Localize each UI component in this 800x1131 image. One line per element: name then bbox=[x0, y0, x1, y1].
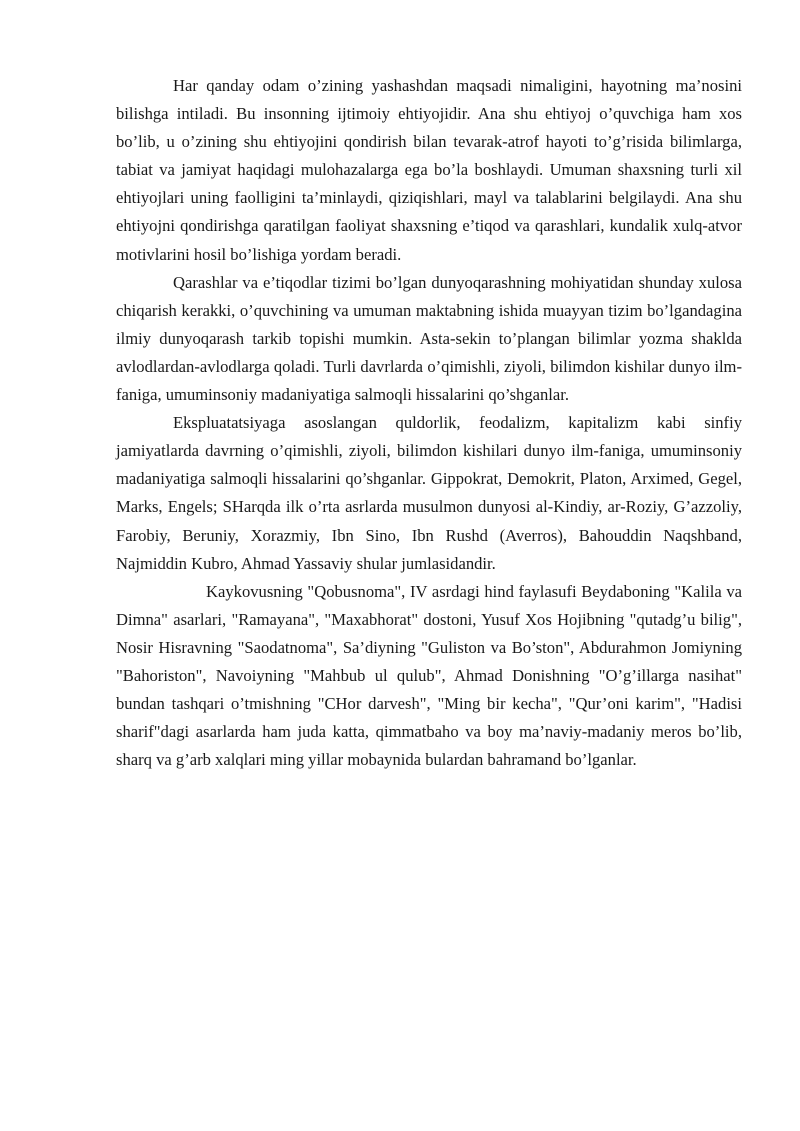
paragraph-4: Kaykovusning "Qobusnoma", IV asrdagi hind faylasufi Beydaboning "Kalila va Dimna" asarlari, "Ramayana", "Maxabhorat" dostoni, Yusuf Xos Hojibning "qutadg’u bilig", Nosir Hisravning "Saodatnoma", Sa’diyning "Guliston va Bo’ston", Abdurahmon Jomiyning "Bahoriston", Navoiyning "Mahbub ul qulub", Ahmad Donishning "O’g’illarga nasihat" bundan tashqari o’tmishning "CHor darvesh", "Ming bir kecha", "Qur’oni karim", "Hadisi sharif"dagi asarlarda ham juda katta, qimmatbaho va boy ma’naviy-madaniy meros bo’lib, sharq va g’arb xalqlari ming yillar mobaynida bulardan bahramand bo’lganlar. bbox=[116, 581, 742, 770]
document-page bbox=[116, 72, 742, 774]
paragraph-2: Qarashlar va e’tiqodlar tizimi bo’lgan dunyoqarashning mohiyatidan shunday xulosa chiqarish kerakki, o’quvchining va umuman maktabning ishida muayyan tizim bo’lgandagina ilmiy dunyoqarash tarkib topishi mumkin. Asta-sekin to’plangan bilimlar yozma shaklda avlodlardan-avlodlarga qoladi. Turli davrlarda o’qimishli, ziyoli, bilimdon kishilar dunyo ilm-faniga, umuminsoniy madaniyatiga salmoqli hissalarini qo’shganlar. bbox=[116, 272, 742, 405]
paragraph-3: Ekspluatatsiyaga asoslangan quldorlik, feodalizm, kapitalizm kabi sinfiy jamiyatlarda davrning o’qimishli, ziyoli, bilimdon kishilari dunyo ilm-faniga, umuminsoniy madaniyatiga salmoqli hissalarini qo’shganlar. Gippokrat, Demokrit, Platon, Arximed, Gegel, Marks, Engels; SHarqda ilk o’rta asrlarda musulmon dunyosi al-Kindiy, ar-Roziy, G’azzoliy, Farobiy, Beruniy, Xorazmiy, Ibn Sino, Ibn Rushd (Averros), Bahouddin Naqshband, Najmiddin Kubro, Ahmad Yassaviy shular jumlasidandir. bbox=[116, 413, 742, 573]
paragraph-1: Har qanday odam o’zining yashashdan maqsadi nimaligini, hayotning ma’nosini bilishga intiladi. Bu insonning ijtimoiy ehtiyojidir. Ana shu ehtiyoj o’quvchiga ham xos bo’lib, u o’zining shu ehtiyojini qondirish bilan tevarak-atrof hayoti to’g’risida bilimlarga, tabiat va jamiyat haqidagi mulohazalarga ega bo’la boshlaydi. Umuman shaxsning turli xil ehtiyojlari uning faolligini ta’minlaydi, qiziqishlari, mayl va talablarini belgilaydi. Ana shu ehtiyojni qondirishga qaratilgan faoliyat shaxsning e’tiqod va qarashlari, kundalik xulq-atvor motivlarini hosil bo’lishiga yordam beradi. bbox=[116, 76, 742, 264]
